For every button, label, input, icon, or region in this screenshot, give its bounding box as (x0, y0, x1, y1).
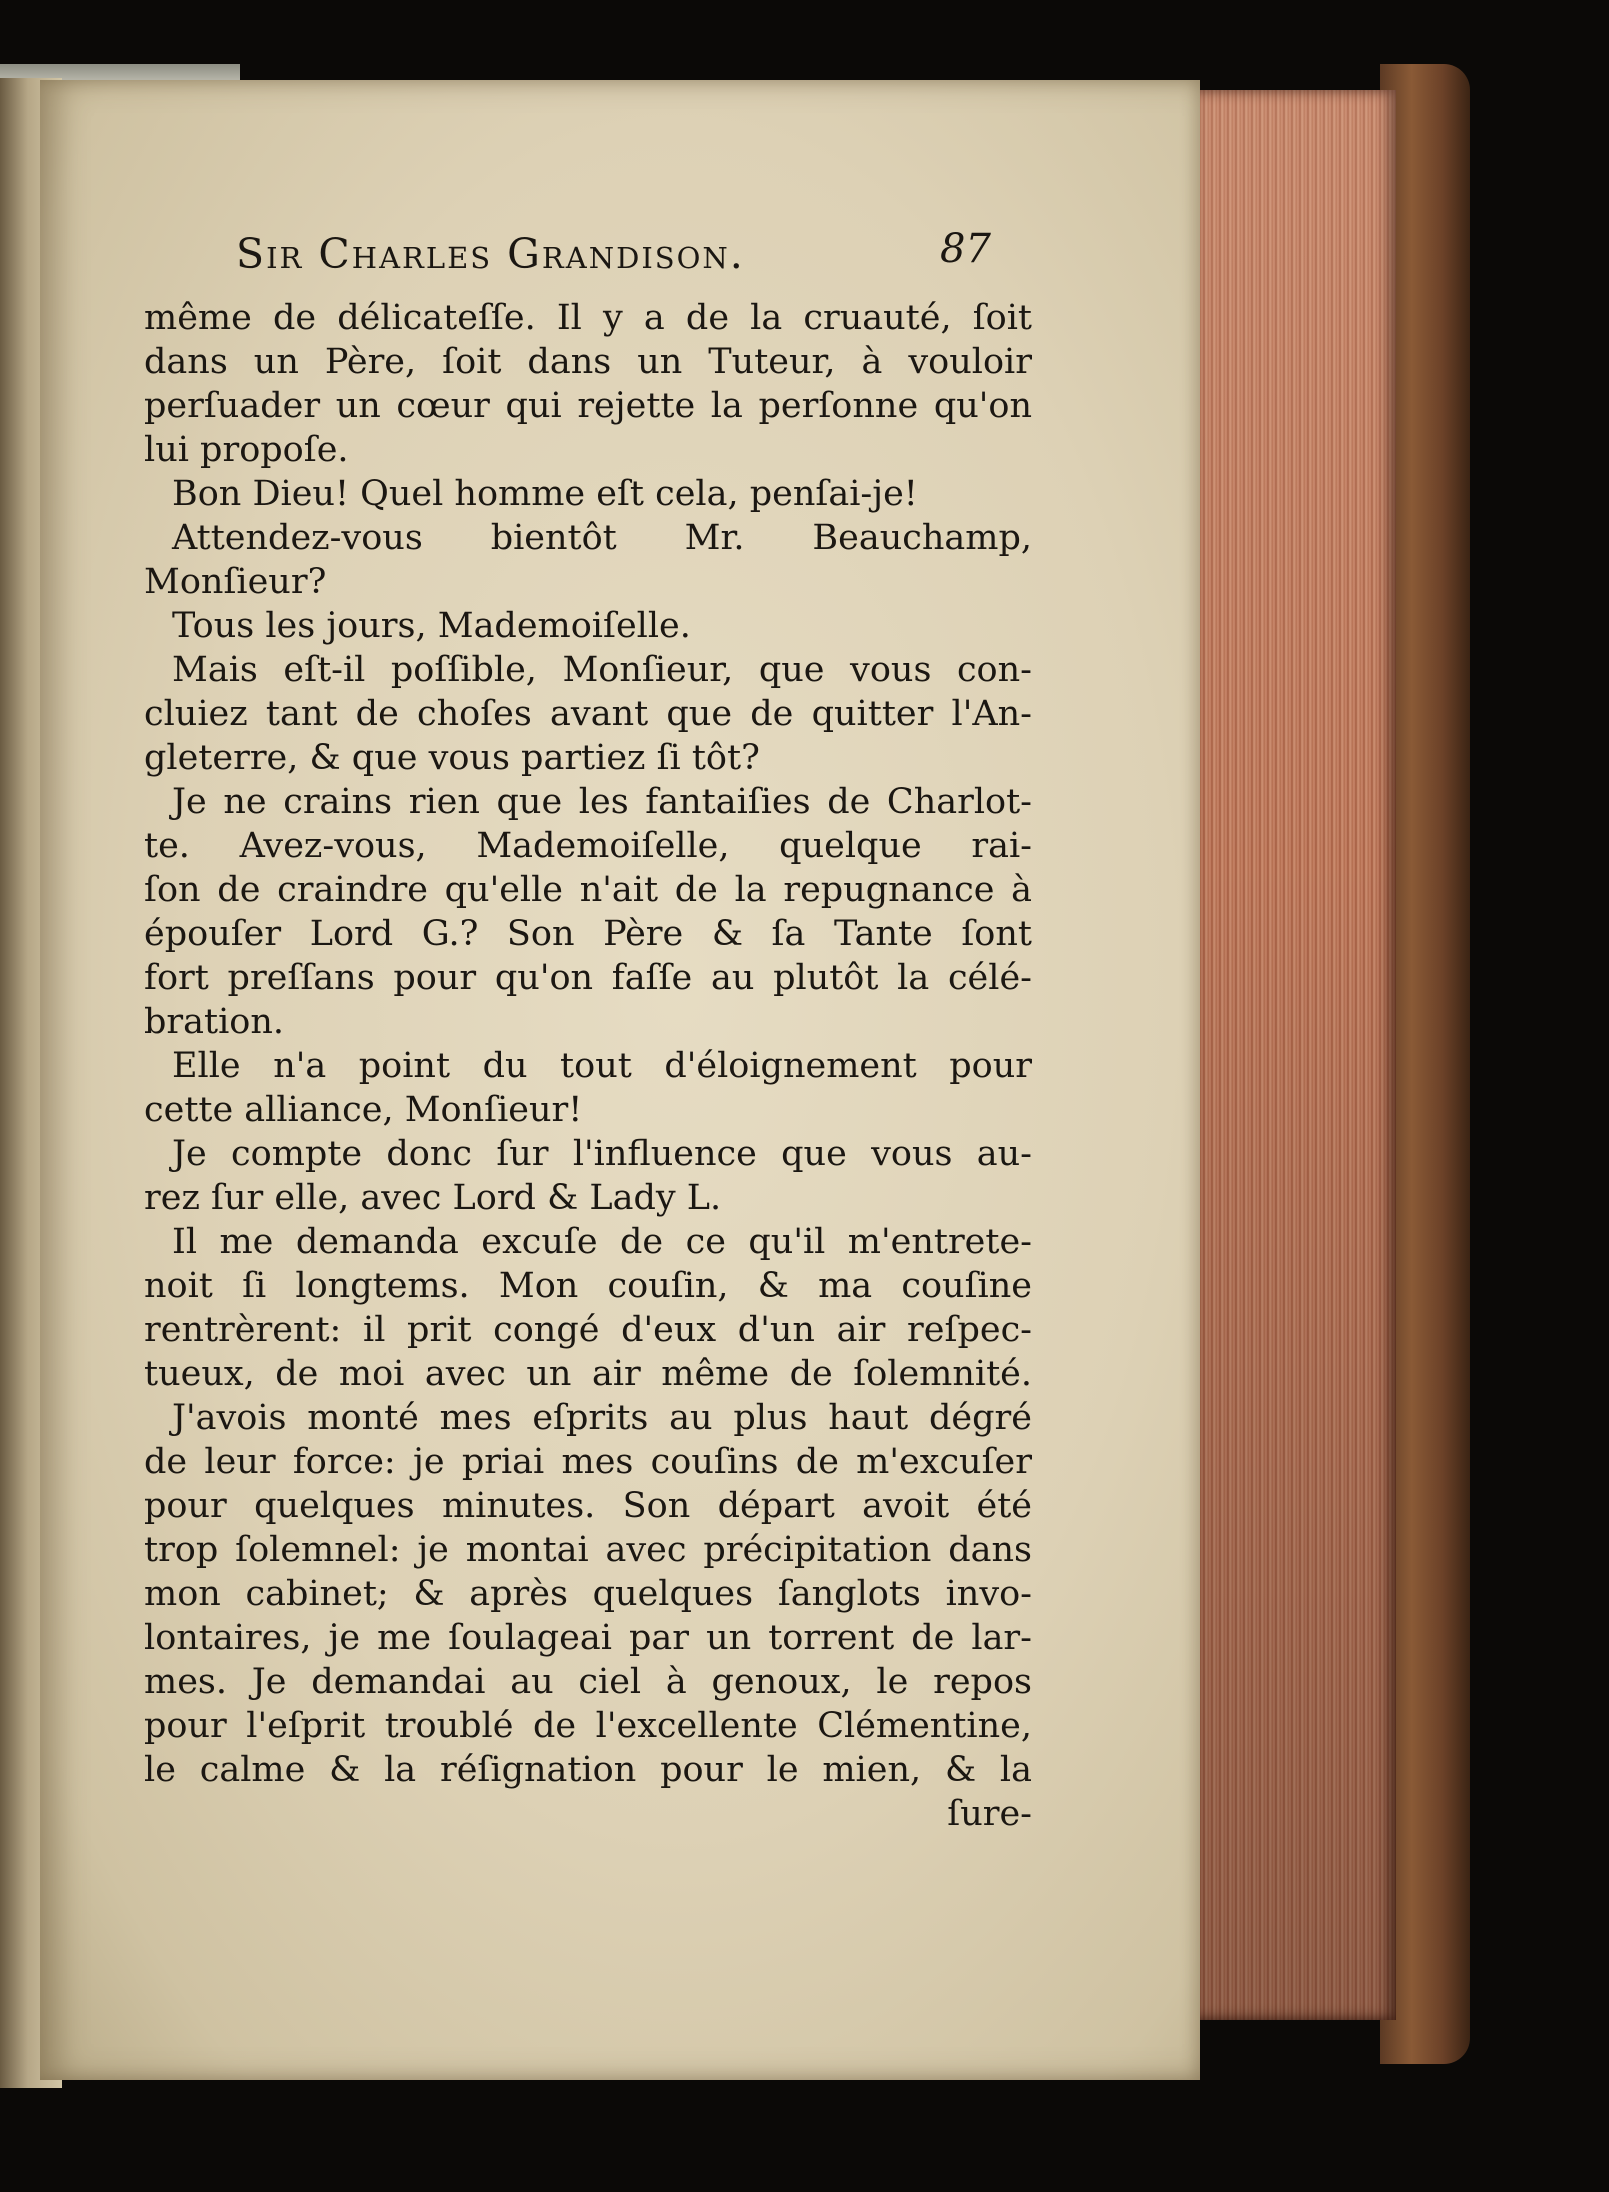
text-line: pour quelques minutes. Son départ avoit été (144, 1486, 1032, 1526)
text-line: de leur force: je priai mes couſins de m'excuſer (144, 1442, 1032, 1482)
book-page (40, 80, 1200, 2080)
text-line: même de délicateſſe. Il y a de la cruauté, ſoit (144, 298, 1032, 338)
text-line: Elle n'a point du tout d'éloignement pour (172, 1046, 1032, 1086)
text-line: bration. (144, 1002, 284, 1042)
text-line: lui propoſe. (144, 430, 349, 470)
page-edges-shade (1184, 90, 1396, 2020)
text-line: Mais eſt-il poſſible, Monſieur, que vous con- (172, 650, 1032, 690)
text-line: tueux, de moi avec un air même de ſolemnité. (144, 1354, 1032, 1394)
text-line: trop ſolemnel: je montai avec précipitation dans (144, 1530, 1032, 1570)
text-line: Je ne crains rien que les fantaiſies de Charlot- (172, 782, 1032, 822)
text-line: le calme & la réſignation pour le mien, & la (144, 1750, 1032, 1790)
text-line: Monſieur? (144, 562, 327, 602)
text-line: ſon de craindre qu'elle n'ait de la repugnance à (144, 870, 1032, 910)
text-line: fort preſſans pour qu'on faſſe au plutôt la célé- (144, 958, 1032, 998)
page-text (40, 80, 1200, 2080)
text-line: cluiez tant de choſes avant que de quitter l'An- (144, 694, 1032, 734)
text-line: Il me demanda excuſe de ce qu'il m'entrete- (172, 1222, 1032, 1262)
page-number: 87 (940, 226, 991, 272)
text-line: mes. Je demandai au ciel à genoux, le repos (144, 1662, 1032, 1702)
text-line: gleterre, & que vous partiez ſi tôt? (144, 738, 760, 778)
text-line: lontaires, je me ſoulageai par un torrent de lar- (144, 1618, 1032, 1658)
text-line: Tous les jours, Mademoiſelle. (172, 606, 691, 646)
text-line: dans un Père, ſoit dans un Tuteur, à vouloir (144, 342, 1032, 382)
catchword: ſure- (947, 1794, 1032, 1834)
text-line: mon cabinet; & après quelques ſanglots invo- (144, 1574, 1032, 1614)
text-line: Bon Dieu! Quel homme eſt cela, penſai-je! (172, 474, 918, 514)
text-line: noit ſi longtems. Mon couſin, & ma couſine (144, 1266, 1032, 1306)
text-line: Attendez-vous bientôt Mr. Beauchamp, (172, 518, 1032, 558)
running-head: Sir Charles Grandison. (236, 230, 745, 278)
text-line: épouſer Lord G.? Son Père & ſa Tante ſont (144, 914, 1032, 954)
text-line: perſuader un cœur qui rejette la perſonne qu'on (144, 386, 1032, 426)
text-line: cette alliance, Monſieur! (144, 1090, 583, 1130)
text-line: rentrèrent: il prit congé d'eux d'un air reſpec- (144, 1310, 1032, 1350)
text-line: pour l'eſprit troublé de l'excellente Clémentine, (144, 1706, 1032, 1746)
text-line: te. Avez-vous, Mademoiſelle, quelque rai- (144, 826, 1032, 866)
text-line: J'avois monté mes eſprits au plus haut dégré (172, 1398, 1032, 1438)
text-line: rez ſur elle, avec Lord & Lady L. (144, 1178, 722, 1218)
text-line: Je compte donc ſur l'influence que vous au- (172, 1134, 1032, 1174)
